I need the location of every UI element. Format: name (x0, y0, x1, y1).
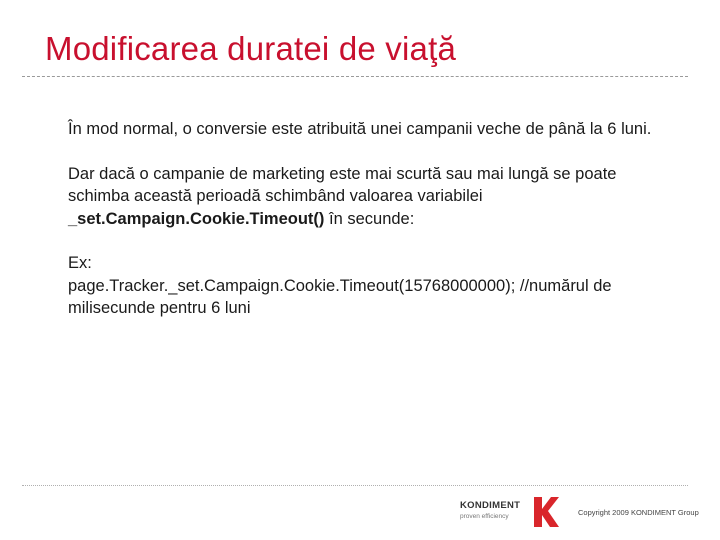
slide-title: Modificarea duratei de viaţă (45, 30, 456, 67)
paragraph-1: În mod normal, o conversie este atribuită unei campanii veche de până la 6 luni. (68, 120, 652, 138)
paragraph-2-text: Dar dacă o campanie de marketing este mai scurtă sau mai lungă se poate schimba această perioadă schimbând valoarea variabilei (68, 164, 617, 205)
code-function-name: _set.Campaign.Cookie.Timeout() (68, 209, 325, 228)
logo-wordmark: KONDIMENT (460, 500, 521, 511)
example-code: page.Tracker._set.Campaign.Cookie.Timeout(15768000000); //numărul de milisecunde pentru 6 luni (68, 276, 612, 317)
paragraph-2-end: în secunde: (324, 209, 415, 228)
example-label: Ex: (68, 254, 92, 272)
title-divider (22, 76, 688, 77)
paragraph-3 (68, 252, 668, 320)
copyright-text: Copyright 2009 KONDIMENT Group (578, 508, 699, 517)
kondiment-logo (460, 496, 560, 528)
logo-tagline: proven efficiency (460, 513, 509, 520)
logo-k-icon (532, 496, 560, 528)
slide-body (68, 118, 668, 342)
footer-divider (22, 485, 688, 486)
paragraph-2 (68, 163, 668, 231)
